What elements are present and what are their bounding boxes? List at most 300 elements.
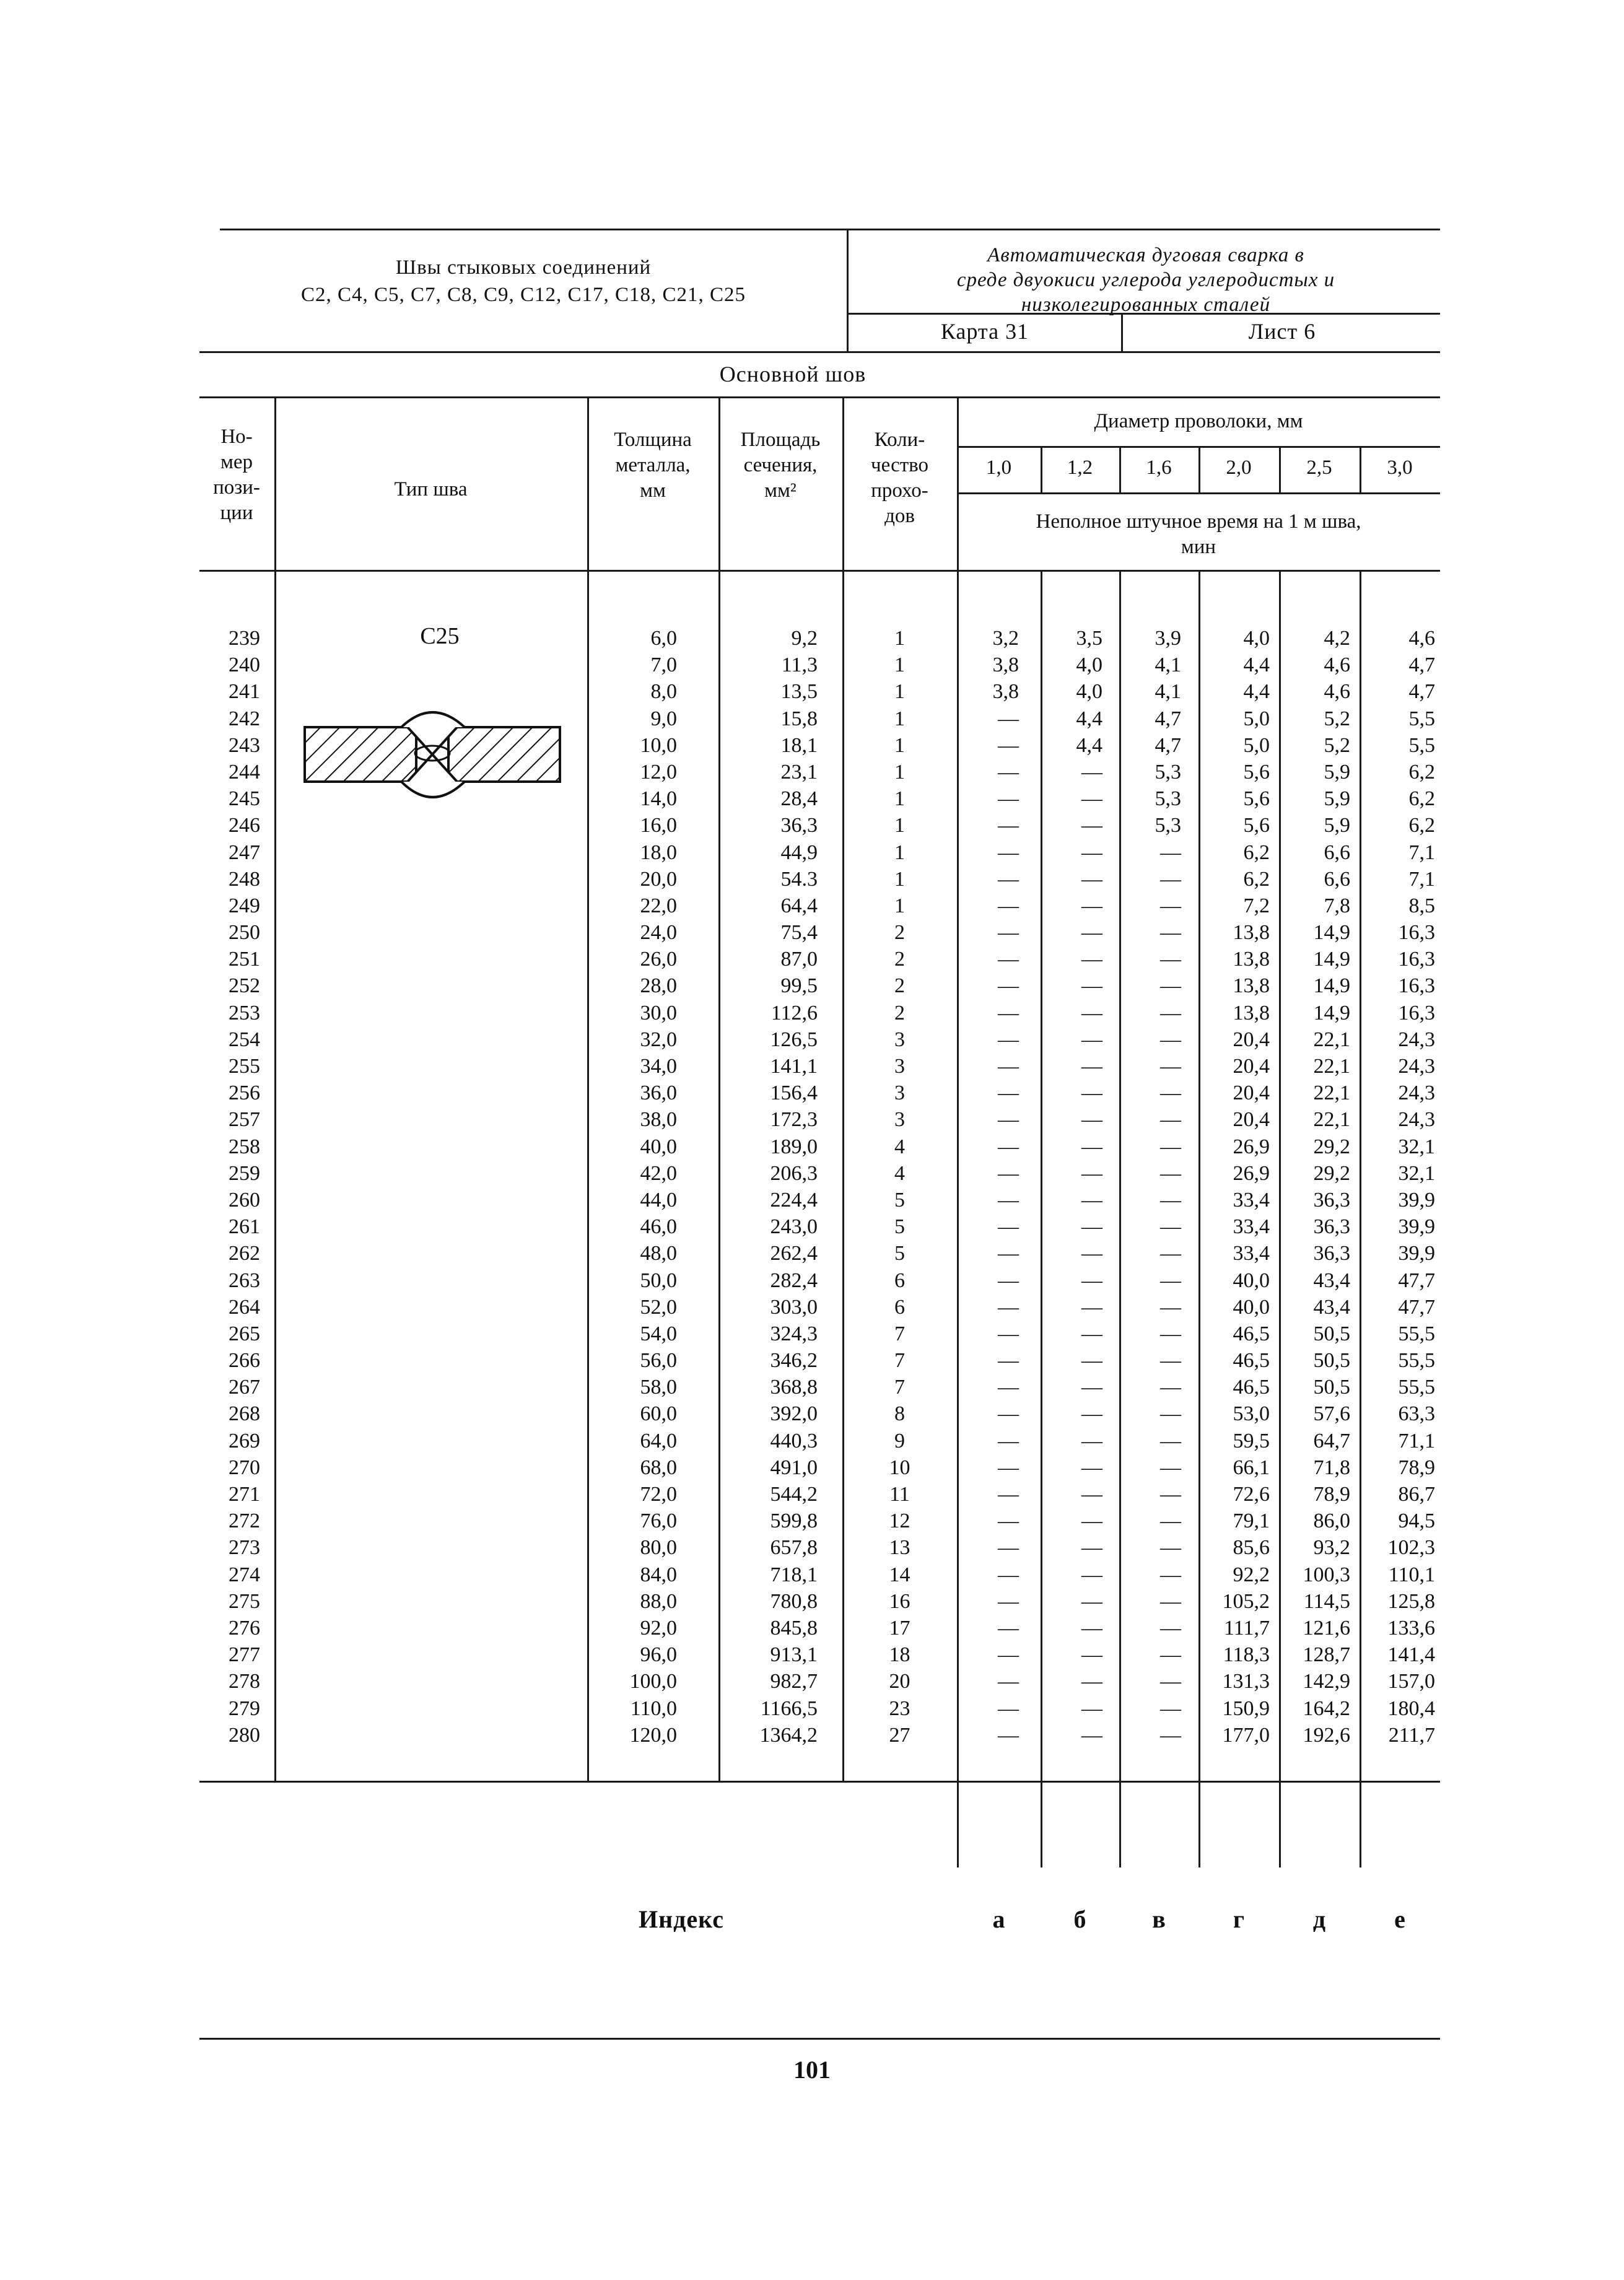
table-cell: 105,2 <box>1222 1589 1270 1613</box>
table-cell: 4,4 <box>1243 653 1270 677</box>
table-cell: 7 <box>894 1376 905 1399</box>
table-cell: 346,2 <box>770 1349 818 1373</box>
column-area <box>718 625 818 1749</box>
table-cell: 7 <box>894 1322 905 1345</box>
table-cell: 44,0 <box>640 1188 677 1212</box>
column-position <box>199 625 260 1749</box>
table-cell: 131,3 <box>1222 1670 1270 1693</box>
table-cell: 247 <box>229 841 260 864</box>
table-cell: — <box>998 707 1019 730</box>
table-cell: 68,0 <box>640 1456 677 1479</box>
table-cell: 5,6 <box>1243 814 1270 837</box>
table-cell: 6,2 <box>1243 841 1270 864</box>
table-cell: 5,3 <box>1155 760 1181 784</box>
table-cell: 71,8 <box>1313 1456 1350 1479</box>
table-cell: 46,5 <box>1233 1376 1270 1399</box>
index-g: г <box>1233 1905 1245 1933</box>
table-cell: 8 <box>894 1402 905 1426</box>
table-cell: — <box>998 1616 1019 1640</box>
table-cell: 150,9 <box>1222 1697 1270 1720</box>
table-cell: — <box>1081 974 1102 998</box>
table-cell: 63,3 <box>1398 1402 1435 1426</box>
table-cell: 28,0 <box>640 974 677 998</box>
table-cell: 133,6 <box>1387 1616 1435 1640</box>
table-cell: — <box>1081 1349 1102 1373</box>
table-cell: 9 <box>894 1429 905 1452</box>
table-cell: 1 <box>894 627 905 650</box>
table-cell: 86,0 <box>1313 1509 1350 1533</box>
table-cell: 544,2 <box>770 1483 818 1506</box>
table-cell: 64,4 <box>780 894 818 917</box>
table-cell: 46,5 <box>1233 1322 1270 1345</box>
table-cell: 5,6 <box>1243 760 1270 784</box>
table-cell: — <box>1081 1028 1102 1051</box>
table-cell: 7,1 <box>1408 841 1435 864</box>
table-cell: 16,3 <box>1398 1001 1435 1024</box>
table-cell: — <box>1160 1001 1181 1024</box>
table-cell: 6 <box>894 1295 905 1319</box>
table-cell: 246 <box>229 814 260 837</box>
table-cell: 5,2 <box>1324 707 1350 730</box>
table-cell: 13,8 <box>1233 974 1270 998</box>
table-cell: 276 <box>229 1616 260 1640</box>
table-cell: 657,8 <box>770 1536 818 1560</box>
table-cell: 36,3 <box>780 814 818 837</box>
table-cell: — <box>1081 894 1102 917</box>
table-cell: — <box>998 1161 1019 1185</box>
table-cell: 7,1 <box>1408 867 1435 891</box>
table-cell: 252 <box>229 974 260 998</box>
table-cell: 56,0 <box>640 1349 677 1373</box>
table-cell: 16,0 <box>640 814 677 837</box>
table-cell: 36,0 <box>640 1081 677 1105</box>
col-diameter-header: Диаметр проволоки, мм <box>1094 410 1303 432</box>
table-cell: 36,3 <box>1313 1188 1350 1212</box>
col-position-header: Но- мер пози- ции <box>213 426 260 524</box>
table-cell: 78,9 <box>1313 1483 1350 1506</box>
table-cell: 780,8 <box>770 1589 818 1613</box>
table-cell: — <box>1160 1135 1181 1158</box>
table-cell: 20,4 <box>1233 1108 1270 1132</box>
table-cell: 20,4 <box>1233 1055 1270 1078</box>
table-cell: 5,3 <box>1155 787 1181 811</box>
table-cell: — <box>1160 948 1181 971</box>
table-cell: 22,1 <box>1313 1108 1350 1132</box>
table-cell: — <box>998 1376 1019 1399</box>
table-cell: 273 <box>229 1536 260 1560</box>
table-cell: 491,0 <box>770 1456 818 1479</box>
table-cell: — <box>1081 1055 1102 1078</box>
table-cell: 277 <box>229 1643 260 1667</box>
table-cell: — <box>1160 1616 1181 1640</box>
column-d12 <box>1041 625 1102 1749</box>
table-cell: 16,3 <box>1398 948 1435 971</box>
table-cell: 141,1 <box>770 1055 818 1078</box>
table-cell: 982,7 <box>770 1670 818 1693</box>
table-cell: 4,6 <box>1408 627 1435 650</box>
table-cell: — <box>1160 1456 1181 1479</box>
header-divider <box>847 229 849 351</box>
table-cell: — <box>1081 760 1102 784</box>
table-cell: 7,0 <box>650 653 677 677</box>
table-cell: — <box>1160 1322 1181 1345</box>
table-cell: 39,9 <box>1398 1242 1435 1265</box>
table-cell: 270 <box>229 1456 260 1479</box>
table-cell: 32,0 <box>640 1028 677 1051</box>
table-cell: 33,4 <box>1233 1215 1270 1239</box>
table-cell: 84,0 <box>640 1563 677 1586</box>
col-rule-d20-left <box>1198 446 1200 492</box>
table-cell: 50,5 <box>1313 1349 1350 1373</box>
index-e: е <box>1394 1905 1405 1933</box>
table-cell: 15,8 <box>780 707 818 730</box>
table-cell: — <box>998 1135 1019 1158</box>
table-cell: — <box>1160 1670 1181 1693</box>
table-cell: 92,0 <box>640 1616 677 1640</box>
table-cell: 40,0 <box>640 1135 677 1158</box>
table-cell: 94,5 <box>1398 1509 1435 1533</box>
table-cell: — <box>998 1670 1019 1693</box>
table-cell: 29,2 <box>1313 1135 1350 1158</box>
table-cell: 262,4 <box>770 1242 818 1265</box>
table-cell: — <box>1160 1028 1181 1051</box>
table-cell: 52,0 <box>640 1295 677 1319</box>
table-cell: — <box>1160 1509 1181 1533</box>
table-cell: 24,3 <box>1398 1028 1435 1051</box>
header-right-line1: Автоматическая дуговая сварка в <box>987 244 1304 266</box>
page-number: 101 <box>793 2056 831 2084</box>
table-cell: 5,6 <box>1243 787 1270 811</box>
index-label: Индекс <box>639 1905 724 1933</box>
table-cell: 38,0 <box>640 1108 677 1132</box>
header-right-title <box>855 243 1437 317</box>
table-cell: — <box>998 1188 1019 1212</box>
column-passes <box>842 625 957 1749</box>
col-thickness-header: Толщина металла, мм <box>614 429 692 502</box>
table-cell: 50,5 <box>1313 1376 1350 1399</box>
table-cell: 3,9 <box>1155 627 1181 650</box>
table-cell: 156,4 <box>770 1081 818 1105</box>
table-cell: 718,1 <box>770 1563 818 1586</box>
table-cell: 14,9 <box>1313 974 1350 998</box>
table-cell: 913,1 <box>770 1643 818 1667</box>
table-cell: 4,0 <box>1076 653 1102 677</box>
table-cell: 1 <box>894 733 905 757</box>
table-cell: 8,0 <box>650 680 677 704</box>
table-cell: 324,3 <box>770 1322 818 1345</box>
table-cell: 13,8 <box>1233 921 1270 945</box>
table-cell: 599,8 <box>770 1509 818 1533</box>
table-cell: 114,5 <box>1303 1589 1350 1613</box>
table-cell: 4,7 <box>1155 733 1181 757</box>
table-cell: 128,7 <box>1303 1643 1350 1667</box>
table-cell: — <box>998 733 1019 757</box>
bottom-rule <box>199 2038 1440 2040</box>
table-cell: 5,0 <box>1243 733 1270 757</box>
table-cell: 245 <box>229 787 260 811</box>
column-d16 <box>1119 625 1181 1749</box>
table-cell: 5,0 <box>1243 707 1270 730</box>
table-cell: 4,6 <box>1324 680 1350 704</box>
table-cell: 22,1 <box>1313 1081 1350 1105</box>
table-cell: 244 <box>229 760 260 784</box>
table-cell: — <box>998 1349 1019 1373</box>
table-cell: 24,0 <box>640 921 677 945</box>
table-cell: 250 <box>229 921 260 945</box>
table-cell: 6,2 <box>1243 867 1270 891</box>
weld-joint-sketch <box>302 706 569 818</box>
table-cell: — <box>998 921 1019 945</box>
table-cell: — <box>1160 1269 1181 1292</box>
table-cell: 17 <box>889 1616 910 1640</box>
table-cell: — <box>1160 1563 1181 1586</box>
table-cell: 6,6 <box>1324 841 1350 864</box>
table-cell: 55,5 <box>1398 1322 1435 1345</box>
table-cell: — <box>1081 1402 1102 1426</box>
table-cell: 141,4 <box>1387 1643 1435 1667</box>
table-cell: — <box>1081 1723 1102 1747</box>
diameter-1-0: 1,0 <box>985 456 1012 479</box>
table-cell: 126,5 <box>770 1028 818 1051</box>
table-cell: — <box>998 1509 1019 1533</box>
table-cell: 5,5 <box>1408 733 1435 757</box>
table-cell: 5 <box>894 1215 905 1239</box>
table-cell: 20,4 <box>1233 1028 1270 1051</box>
table-cell: 13,8 <box>1233 1001 1270 1024</box>
table-cell: 24,3 <box>1398 1081 1435 1105</box>
table-cell: 1 <box>894 894 905 917</box>
table-cell: — <box>1160 1188 1181 1212</box>
table-cell: — <box>1160 841 1181 864</box>
table-cell: 27 <box>889 1723 910 1747</box>
table-cell: 16,3 <box>1398 974 1435 998</box>
table-cell: 48,0 <box>640 1242 677 1265</box>
table-cell: 2 <box>894 974 905 998</box>
table-cell: — <box>1081 1108 1102 1132</box>
table-cell: 23 <box>889 1697 910 1720</box>
table-cell: — <box>998 1643 1019 1667</box>
table-cell: 29,2 <box>1313 1161 1350 1185</box>
table-cell: — <box>1081 1215 1102 1239</box>
table-cell: 32,1 <box>1398 1135 1435 1158</box>
header-left-title <box>235 254 811 308</box>
table-cell: 5,9 <box>1324 787 1350 811</box>
table-cell: 254 <box>229 1028 260 1051</box>
table-cell: — <box>998 1536 1019 1560</box>
table-cell: 256 <box>229 1081 260 1105</box>
table-cell: — <box>1081 1456 1102 1479</box>
table-cell: 24,3 <box>1398 1055 1435 1078</box>
table-cell: — <box>998 1402 1019 1426</box>
table-cell: — <box>1081 1536 1102 1560</box>
table-cell: — <box>998 1723 1019 1747</box>
table-cell: 3,8 <box>992 680 1019 704</box>
table-cell: — <box>1081 1509 1102 1533</box>
col-rule-d12-left <box>1041 446 1042 492</box>
table-cell: 192,6 <box>1303 1723 1350 1747</box>
header-right-line2: среде двуокиси углерода углеродистых и <box>956 269 1335 291</box>
table-cell: — <box>1160 1697 1181 1720</box>
table-cell: 24,3 <box>1398 1108 1435 1132</box>
col-type-header: Тип шва <box>394 478 468 500</box>
table-cell: — <box>1160 867 1181 891</box>
table-cell: 7,2 <box>1243 894 1270 917</box>
table-cell: 50,5 <box>1313 1322 1350 1345</box>
weld-type-label: С25 <box>420 623 460 649</box>
table-cell: 1 <box>894 814 905 837</box>
table-cell: 248 <box>229 867 260 891</box>
col-area-header: Площадь сечения, мм² <box>740 429 821 502</box>
table-cell: 10,0 <box>640 733 677 757</box>
diameter-2-5: 2,5 <box>1306 456 1332 479</box>
table-cell: 111,7 <box>1224 1616 1270 1640</box>
table-cell: 2 <box>894 1001 905 1024</box>
table-cell: 110,1 <box>1388 1563 1435 1586</box>
column-d10 <box>957 625 1019 1749</box>
table-cell: 255 <box>229 1055 260 1078</box>
table-cell: 14,9 <box>1313 921 1350 945</box>
table-cell: 50,0 <box>640 1269 677 1292</box>
table-cell: 4,1 <box>1155 680 1181 704</box>
table-cell: — <box>1081 948 1102 971</box>
table-cell: — <box>1081 1135 1102 1158</box>
table-cell: 3 <box>894 1108 905 1132</box>
table-cell: 1 <box>894 841 905 864</box>
table-cell: 53,0 <box>1233 1402 1270 1426</box>
table-cell: 4,6 <box>1324 653 1350 677</box>
table-cell: 120,0 <box>629 1723 677 1747</box>
table-cell: 4,0 <box>1076 680 1102 704</box>
time-header: Неполное штучное время на 1 м шва, мин <box>1036 510 1361 558</box>
table-cell: 80,0 <box>640 1536 677 1560</box>
table-cell: 6,2 <box>1408 787 1435 811</box>
table-cell: 64,0 <box>640 1429 677 1452</box>
table-cell: 164,2 <box>1303 1697 1350 1720</box>
table-cell: 271 <box>229 1483 260 1506</box>
table-cell: 177,0 <box>1222 1723 1270 1747</box>
table-cell: 272 <box>229 1509 260 1533</box>
table-cell: — <box>1160 921 1181 945</box>
table-cell: 43,4 <box>1313 1269 1350 1292</box>
table-cell: — <box>1081 841 1102 864</box>
table-cell: 180,4 <box>1387 1697 1435 1720</box>
table-cell: — <box>1160 1429 1181 1452</box>
table-cell: — <box>998 1295 1019 1319</box>
table-cell: 125,8 <box>1387 1589 1435 1613</box>
table-cell: 99,5 <box>780 974 818 998</box>
table-cell: 20,4 <box>1233 1081 1270 1105</box>
table-cell: 4,2 <box>1324 627 1350 650</box>
card-number: Карта 31 <box>940 319 1029 344</box>
table-cell: — <box>998 814 1019 837</box>
table-cell: — <box>1081 1242 1102 1265</box>
table-cell: 33,4 <box>1233 1242 1270 1265</box>
table-cell: 266 <box>229 1349 260 1373</box>
table-cell: — <box>1081 867 1102 891</box>
table-cell: 251 <box>229 948 260 971</box>
table-cell: 64,7 <box>1313 1429 1350 1452</box>
table-cell: — <box>998 1269 1019 1292</box>
table-cell: 7 <box>894 1349 905 1373</box>
table-cell: 57,6 <box>1313 1402 1350 1426</box>
table-cell: 39,9 <box>1398 1188 1435 1212</box>
table-cell: 46,0 <box>640 1215 677 1239</box>
table-cell: 157,0 <box>1387 1670 1435 1693</box>
table-cell: 16 <box>889 1589 910 1613</box>
table-cell: 40,0 <box>1233 1269 1270 1292</box>
table-cell: 263 <box>229 1269 260 1292</box>
table-cell: — <box>1081 1188 1102 1212</box>
table-cell: 4,4 <box>1243 680 1270 704</box>
table-cell: 20,0 <box>640 867 677 891</box>
table-cell: 39,9 <box>1398 1215 1435 1239</box>
table-cell: — <box>998 1215 1019 1239</box>
table-cell: 9,2 <box>791 627 818 650</box>
sheet-number: Лист 6 <box>1248 319 1316 344</box>
table-cell: — <box>998 1001 1019 1024</box>
table-cell: — <box>1081 1001 1102 1024</box>
table-cell: — <box>1081 1081 1102 1105</box>
table-cell: 12 <box>889 1509 910 1533</box>
table-cell: 11 <box>889 1483 910 1506</box>
table-cell: — <box>998 894 1019 917</box>
table-cell: 279 <box>229 1697 260 1720</box>
table-cell: 258 <box>229 1135 260 1158</box>
table-cell: 23,1 <box>780 760 818 784</box>
table-cell: 253 <box>229 1001 260 1024</box>
table-cell: 66,1 <box>1233 1456 1270 1479</box>
table-cell: 28,4 <box>780 787 818 811</box>
table-cell: 3 <box>894 1055 905 1078</box>
table-cell: 102,3 <box>1387 1536 1435 1560</box>
index-a: а <box>992 1905 1005 1933</box>
column-d20 <box>1198 625 1270 1749</box>
table-cell: — <box>1160 1643 1181 1667</box>
table-cell: 79,1 <box>1233 1509 1270 1533</box>
table-cell: 40,0 <box>1233 1295 1270 1319</box>
table-cell: — <box>1081 1322 1102 1345</box>
table-cell: — <box>1081 1269 1102 1292</box>
col-rule-d30-left <box>1360 446 1361 492</box>
table-cell: 118,3 <box>1223 1643 1270 1667</box>
table-cell: 5,2 <box>1324 733 1350 757</box>
table-cell: 206,3 <box>770 1161 818 1185</box>
table-cell: 55,5 <box>1398 1376 1435 1399</box>
table-cell: 76,0 <box>640 1509 677 1533</box>
table-cell: — <box>1160 1295 1181 1319</box>
table-cell: 278 <box>229 1670 260 1693</box>
table-cell: 4 <box>894 1161 905 1185</box>
table-cell: 274 <box>229 1563 260 1586</box>
table-cell: 71,1 <box>1398 1429 1435 1452</box>
table-cell: 75,4 <box>780 921 818 945</box>
header-left-line2: С2, С4, С5, С7, С8, С9, С12, С17, С18, С21, С25 <box>300 284 746 306</box>
table-cell: 1 <box>894 707 905 730</box>
table-cell: 5,3 <box>1155 814 1181 837</box>
table-cell: — <box>1160 1589 1181 1613</box>
table-cell: 14,9 <box>1313 948 1350 971</box>
table-cell: — <box>998 1108 1019 1132</box>
table-cell: 54,0 <box>640 1322 677 1345</box>
diameter-2-0: 2,0 <box>1226 456 1252 479</box>
table-cell: — <box>1160 1402 1181 1426</box>
table-cell: 224,4 <box>770 1188 818 1212</box>
table-cell: 189,0 <box>770 1135 818 1158</box>
table-cell: — <box>998 867 1019 891</box>
table-cell: 13 <box>889 1536 910 1560</box>
table-cell: 392,0 <box>770 1402 818 1426</box>
table-cell: — <box>1160 1161 1181 1185</box>
